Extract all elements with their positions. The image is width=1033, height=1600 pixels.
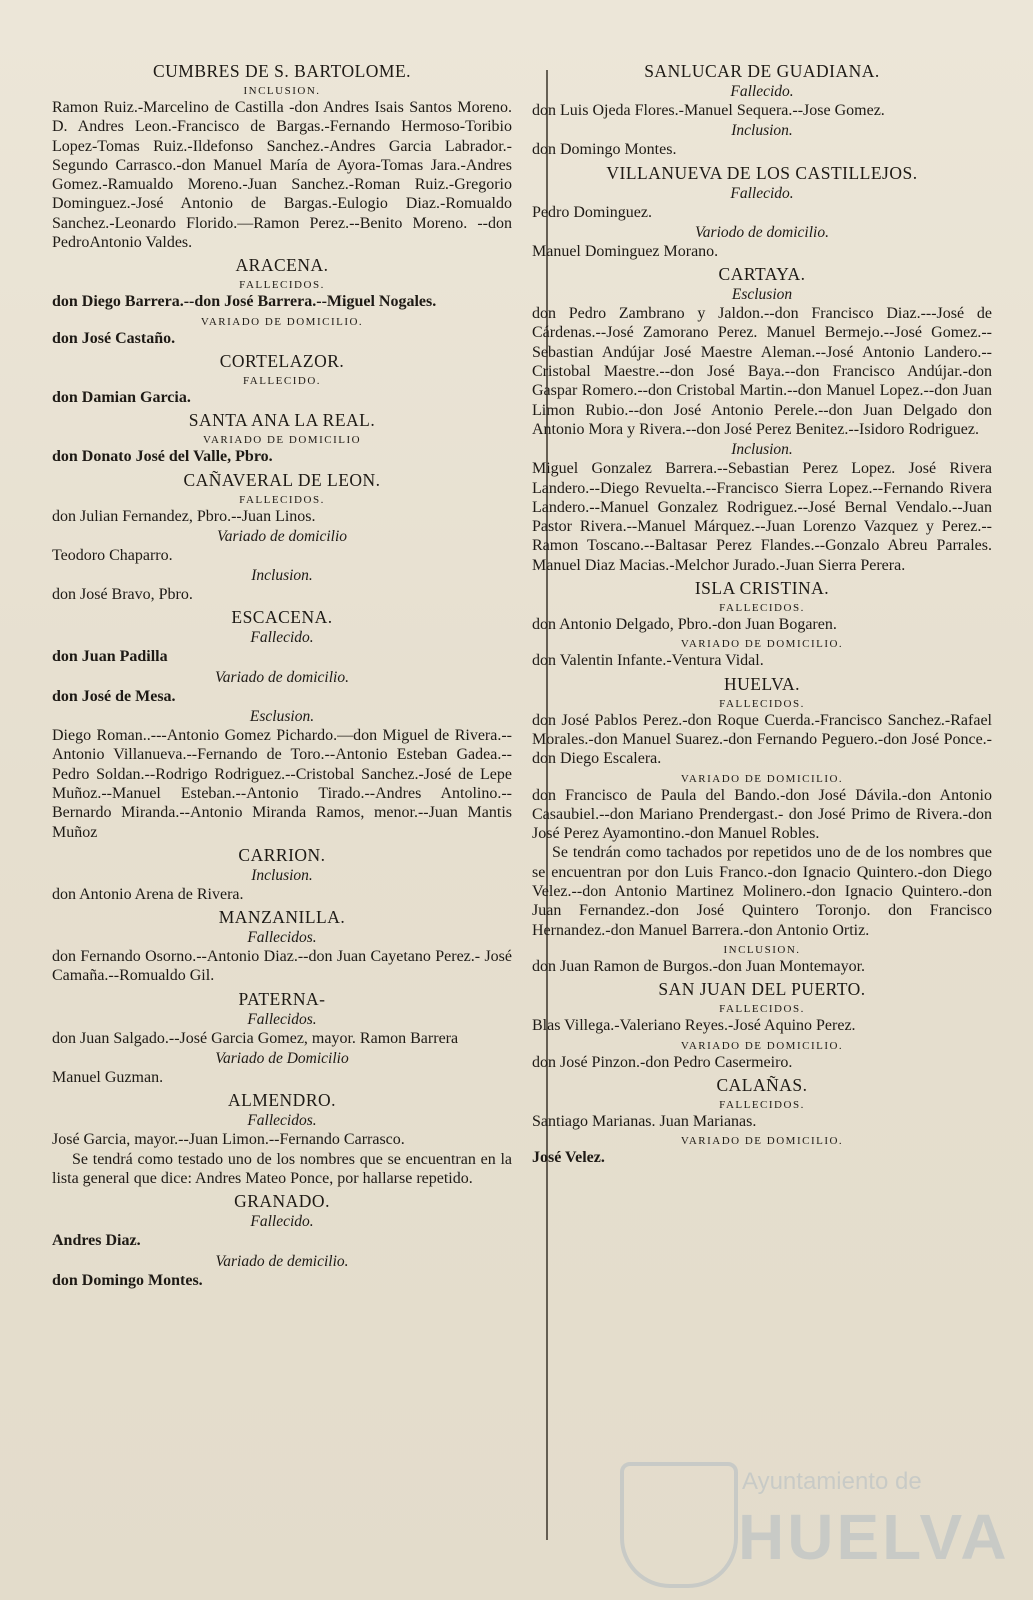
- section-label: Esclusion.: [249, 708, 315, 726]
- section-label: Inclusion.: [251, 567, 313, 585]
- names-list: don Domingo Montes.: [532, 141, 677, 159]
- names-list: don Luis Ojeda Flores.-Manuel Sequera.--Jose Gomez.: [532, 102, 885, 119]
- names-list: Blas Villega.-Valeriano Reyes.-José Aquino Perez.: [532, 1017, 856, 1035]
- section-label: INCLUSION.: [723, 943, 801, 956]
- section-label: Variado de domicilio: [216, 527, 348, 545]
- names-list: don Diego Barrera.--don José Barrera.--Miguel Nogales.: [52, 293, 437, 311]
- names-list: don Juan Salgado.--José Garcia Gomez, mayor. Ramon Barrera: [52, 1029, 459, 1047]
- names-list: Miguel Gonzalez Barrera.--Sebastian Perez Lopez. José Rivera Landero.--Diego Revuelta.--Francisco Sierra Lopez.--Fernando Rivera Landero.--Manuel Gonzalez Rodriguez.--José Bernal Vendalo.--Juan Pastor Rivera.--Manuel Márquez.--Juan Lorenzo Vazquez y Perez.--Ramon Toscano.--Baltasar Perez Flandes.--Gonzalo Abreu Parrales. Manuel Diaz Macias.-Melchor Jurado.-Juan Sierra Perera.: [532, 460, 992, 574]
- section-label: Inclusion.: [251, 866, 313, 884]
- names-list: José Garcia, mayor.--Juan Limon.--Fernando Carrasco.: [52, 1131, 405, 1149]
- names-list: don Pedro Zambrano y Jaldon.--don Francisco Diaz.---José de Cárdenas.--José Zamorano Perez. Manuel Bermejo.--José Gomez.--Sebastian Andújar José Maestre Aleman.--José Antonio Landero.--Cristobal Maestre.--don José Baya.--don Francisco Andújar.-don Gaspar Romero.--don Cristobal Martin.--don Manuel Lopez.--don Juan Limon Rubio.--don José Antonio Perele.--don Juan Delgado don Antonio Mora y Rivera.--don José Perez Benitez.--Isidoro Rodriguez.: [532, 305, 992, 438]
- section-label: Variado de domicilio.: [215, 668, 349, 686]
- section-label: FALLECIDOS.: [239, 493, 325, 506]
- names-list: don Damian Garcia.: [52, 388, 191, 406]
- place-heading: MANZANILLA.: [218, 907, 346, 928]
- names-list: don José de Mesa.: [52, 687, 176, 705]
- section-label: Fallecidos.: [247, 1112, 317, 1130]
- place-heading: HUELVA.: [724, 673, 800, 694]
- section-label: Fallecidos.: [247, 1010, 317, 1028]
- names-list: don José Pinzon.-don Pedro Casermeiro.: [532, 1053, 793, 1071]
- place-heading: SAN JUAN DEL PUERTO.: [658, 979, 866, 1000]
- names-list: don Juan Ramon de Burgos.-don Juan Montemayor.: [532, 957, 866, 975]
- section-label: FALLECIDOS.: [719, 1003, 805, 1016]
- names-list: Diego Roman..---Antonio Gomez Pichardo.—don Miguel de Rivera.--Antonio Villanueva.--Fernando de Toro.--Antonio Esteban Gadea.--Pedro Soldan.--Rodrigo Rodriguez.--Cristobal Sanchez.-José de Lepe Muñoz.--Manuel Esteban.--Antonio Tirado.--Andres Antolino.--Bernardo Miranda.--Antonio Miranda Ramos, menor.--Juan Mantis Muñoz: [52, 727, 512, 841]
- place-heading: CUMBRES DE S. BARTOLOME.: [152, 61, 412, 81]
- names-list: don Juan Padilla: [52, 648, 168, 666]
- city-shield-icon: [620, 1462, 738, 1588]
- place-heading: ALMENDRO.: [227, 1090, 337, 1111]
- watermark-line2: HUELVA: [738, 1501, 1010, 1573]
- names-list: don José Pablos Perez.-don Roque Cuerda.-Francisco Sanchez.-Rafael Morales.-don Manuel Suarez.-don Fernando Peguero.-don José Ponce.-don Diego Escalera.: [532, 711, 992, 768]
- place-heading: CAÑAVERAL DE LEON.: [183, 469, 381, 490]
- names-list: Teodoro Chaparro.: [52, 546, 173, 564]
- place-heading: ISLA CRISTINA.: [694, 578, 830, 599]
- section-label: Fallecido.: [730, 184, 794, 202]
- section-label: Fallecido.: [250, 629, 314, 647]
- names-list: don Valentin Infante.-Ventura Vidal.: [532, 652, 764, 670]
- place-heading: CORTELAZOR.: [219, 350, 345, 371]
- place-heading: CALAÑAS.: [716, 1074, 808, 1095]
- section-label: FALLECIDOS.: [719, 1098, 805, 1111]
- section-label: VARIADO DE DOMICILIO: [202, 434, 362, 447]
- section-label: VARIADO DE DOMICILIO.: [680, 1135, 844, 1148]
- names-list: José Velez.: [532, 1149, 605, 1167]
- section-label: Inclusion.: [731, 441, 793, 459]
- section-label: VARIADO DE DOMICILIO.: [680, 772, 844, 785]
- place-heading: SANTA ANA LA REAL.: [188, 410, 376, 431]
- place-heading: PATERNA-: [238, 988, 326, 1009]
- names-list: Manuel Dominguez Morano.: [532, 242, 719, 260]
- place-heading: VILLANUEVA DE LOS CASTILLEJOS.: [606, 162, 918, 183]
- note-paragraph: Se tendrán como tachados por repetidos uno de de los nombres que se encuentran por don Luis Franco.-don Ignacio Quintero.-don Diego Velez.--don Antonio Martinez Molinero.-don Ignacio Quintero.-don Juan Fernandez.-don José Quintero Toronjo. don Francisco Hernandez.-don Manuel Barrera.-don Antonio Ortiz.: [532, 844, 992, 939]
- place-heading: CARRION.: [238, 844, 326, 865]
- section-label: VARIADO DE DOMICILIO.: [680, 638, 844, 651]
- section-label: FALLECIDO.: [242, 374, 322, 387]
- section-label: Variado de demicilio.: [215, 1252, 349, 1270]
- section-label: Inclusion.: [731, 122, 793, 140]
- ayuntamiento-watermark: [620, 1462, 1010, 1582]
- section-label: FALLECIDOS.: [719, 697, 805, 710]
- names-list: don Julian Fernandez, Pbro.--Juan Linos.: [52, 507, 316, 525]
- names-list: don Fernando Osorno.--Antonio Diaz.--don Juan Cayetano Perez.- José Camaña.--Romualdo Gil.: [52, 948, 512, 985]
- section-label: Fallecido.: [250, 1213, 314, 1231]
- place-heading: GRANADO.: [234, 1191, 330, 1212]
- left-column: [52, 58, 512, 1290]
- place-heading: SANLUCAR DE GUADIANA.: [644, 61, 880, 81]
- section-label: FALLECIDOS.: [719, 602, 805, 615]
- place-heading: ESCACENA.: [231, 607, 333, 628]
- names-list: don Antonio Delgado, Pbro.-don Juan Bogaren.: [532, 616, 837, 634]
- place-heading: CARTAYA.: [718, 264, 806, 285]
- names-list: don Francisco de Paula del Bando.-don José Dávila.-don Antonio Casaubiel.--don Mariano Prendergast.- don José Primo de Rivera.-don José Perez Ayamontino.-don Manuel Robles.: [532, 786, 992, 843]
- note-paragraph: Se tendrá como testado uno de los nombres que se encuentran en la lista general que dice: Andres Mateo Ponce, por hallarse repetido.: [52, 1150, 512, 1187]
- right-column: [532, 58, 992, 1167]
- watermark-line1: Ayuntamiento de: [742, 1468, 922, 1495]
- section-label: VARIADO DE DOMICILIO.: [200, 315, 364, 328]
- names-list: don José Castaño.: [52, 329, 176, 347]
- names-list: Pedro Dominguez.: [532, 203, 652, 221]
- section-label: Fallecido.: [730, 83, 794, 100]
- names-list: don Domingo Montes.: [52, 1271, 203, 1289]
- section-label: INCLUSION.: [243, 85, 321, 97]
- section-label: Variado de Domicilio: [215, 1050, 349, 1068]
- section-label: Variodo de domicilio.: [695, 223, 829, 241]
- section-label: Fallecidos.: [247, 929, 317, 947]
- names-list: don Antonio Arena de Rivera.: [52, 885, 244, 903]
- place-heading: ARACENA.: [235, 255, 329, 276]
- section-label: VARIADO DE DOMICILIO.: [680, 1039, 844, 1052]
- names-list: Santiago Marianas. Juan Marianas.: [532, 1112, 757, 1130]
- names-list: Andres Diaz.: [52, 1232, 141, 1250]
- names-list: don Donato José del Valle, Pbro.: [52, 448, 273, 466]
- names-list: Ramon Ruiz.-Marcelino de Castilla -don Andres Isais Santos Moreno. D. Andres Leon.-Francisco de Bargas.-Fernando Hermoso-Toribio Lopez-Tomas Ruiz.-Ildefonso Sanchez.-Andres Garcia Labrador.-Segundo Carrasco.-don Manuel María de Ayora-Tomas Jara.-Andres Gomez.-Ramualdo Moreno.-Juan Sanchez.-Roman Ruiz.-Gregorio Dominguez.-José Antonio de Bargas.-Eulogio Diaz.-Romualdo Sanchez.-Leonardo Florido.—Ramon Perez.--Benito Moreno. --don PedroAntonio Valdes.: [52, 99, 512, 252]
- section-label: FALLECIDOS.: [239, 279, 325, 292]
- section-label: Esclusion: [731, 286, 793, 304]
- names-list: Manuel Guzman.: [52, 1069, 164, 1087]
- names-list: don José Bravo, Pbro.: [52, 586, 193, 604]
